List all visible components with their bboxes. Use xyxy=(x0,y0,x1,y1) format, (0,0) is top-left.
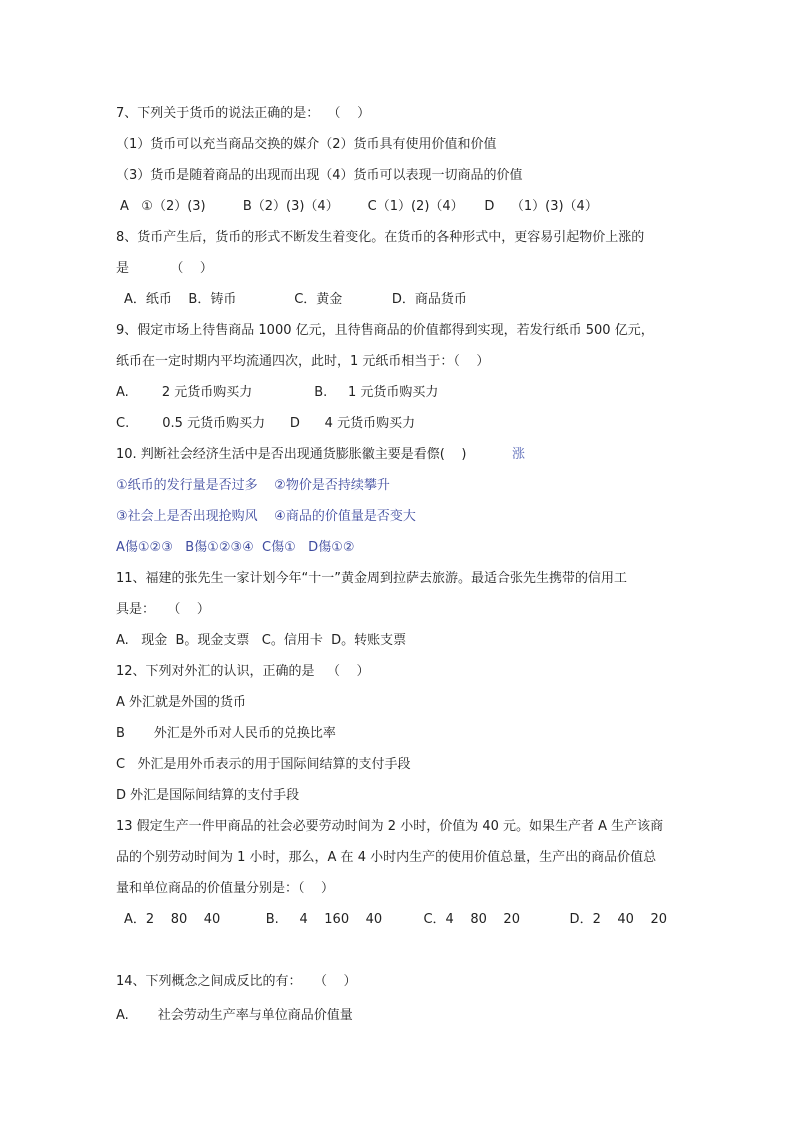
q12-stem: 12、下列对外汇的认识，正确的是 （ ） xyxy=(116,664,370,679)
q11-stem-1: 11、福建的张先生一家计划今年“十一”黄金周到拉萨去旅游。最适合张先生携带的信用工 xyxy=(116,571,628,586)
q9-options-ab: A. 2 元货币购买力 B. 1 元货币购买力 xyxy=(116,385,439,400)
q13-stem-3: 量和单位商品的价值量分别是：（ ） xyxy=(116,881,335,896)
q10-line-2: ③社会上是否出现抢购风 ④商品的价值量是否变大 xyxy=(116,509,416,524)
q7-options: A ①（2）(3) B（2）(3)（4） C（1）(2)（4） D （1）(3)（4） xyxy=(120,199,598,214)
q11-stem-2: 具是： （ ） xyxy=(116,602,210,617)
q10-stray-mark: 涨 xyxy=(512,447,526,462)
q12-option-b: B 外汇是外币对人民币的兑换比率 xyxy=(116,726,336,741)
q12-option-d: D 外汇是国际间结算的支付手段 xyxy=(116,788,300,803)
q11-options: A. 现金 B。现金支票 C。信用卡 D。转账支票 xyxy=(116,633,407,648)
q9-options-cd: C. 0.5 元货币购买力 D 4 元货币购买力 xyxy=(116,416,416,431)
q7-stem: 7、下列关于货币的说法正确的是： （ ） xyxy=(116,106,371,121)
q8-stem-1: 8、货币产生后，货币的形式不断发生着变化。在货币的各种形式中，更容易引起物价上涨的 xyxy=(116,230,645,245)
q14-stem: 14、下列概念之间成反比的有： （ ） xyxy=(116,974,357,989)
q12-option-a: A 外汇就是外国的货币 xyxy=(116,695,247,710)
q13-options: A．2 80 40 B. 4 160 40 C．4 80 20 D．2 40 20 xyxy=(124,912,667,927)
q13-stem-1: 13 假定生产一件甲商品的社会必要劳动时间为 2 小时，价值为 40 元。如果生产者 A 生产该商 xyxy=(116,819,664,834)
q10-line-1: ①纸币的发行量是否过多 ②物价是否持续攀升 xyxy=(116,478,390,493)
q7-line-1: （1）货币可以充当商品交换的媒介（2）货币具有使用价值和价值 xyxy=(116,137,497,152)
q9-stem-2: 纸币在一定时期内平均流通四次，此时，1 元纸币相当于：（ ） xyxy=(116,354,490,369)
q13-stem-2: 品的个别劳动时间为 1 小时，那么，A 在 4 小时内生产的使用价值总量，生产出的商品价值总 xyxy=(116,850,657,865)
q10-stem: 10. 判断社会经济生活中是否出现通货膨胀徽主要是看傺( ) xyxy=(116,447,467,462)
q12-option-c: C 外汇是用外币表示的用于国际间结算的支付手段 xyxy=(116,757,411,772)
q10-options: A傷①②③ B傷①②③④ C傷① D傷①② xyxy=(116,540,355,555)
q8-stem-2: 是 （ ） xyxy=(116,261,213,276)
q14-option-a: A. 社会劳动生产率与单位商品价值量 xyxy=(116,1008,353,1023)
q7-line-2: （3）货币是随着商品的出现而出现（4）货币可以表现一切商品的价值 xyxy=(116,168,523,183)
q8-options: A．纸币 B．铸币 C．黄金 D．商品货币 xyxy=(124,292,467,307)
q9-stem-1: 9、假定市场上待售商品 1000 亿元，且待售商品的价值都得到实现，若发行纸币 500 亿元， xyxy=(116,323,654,338)
